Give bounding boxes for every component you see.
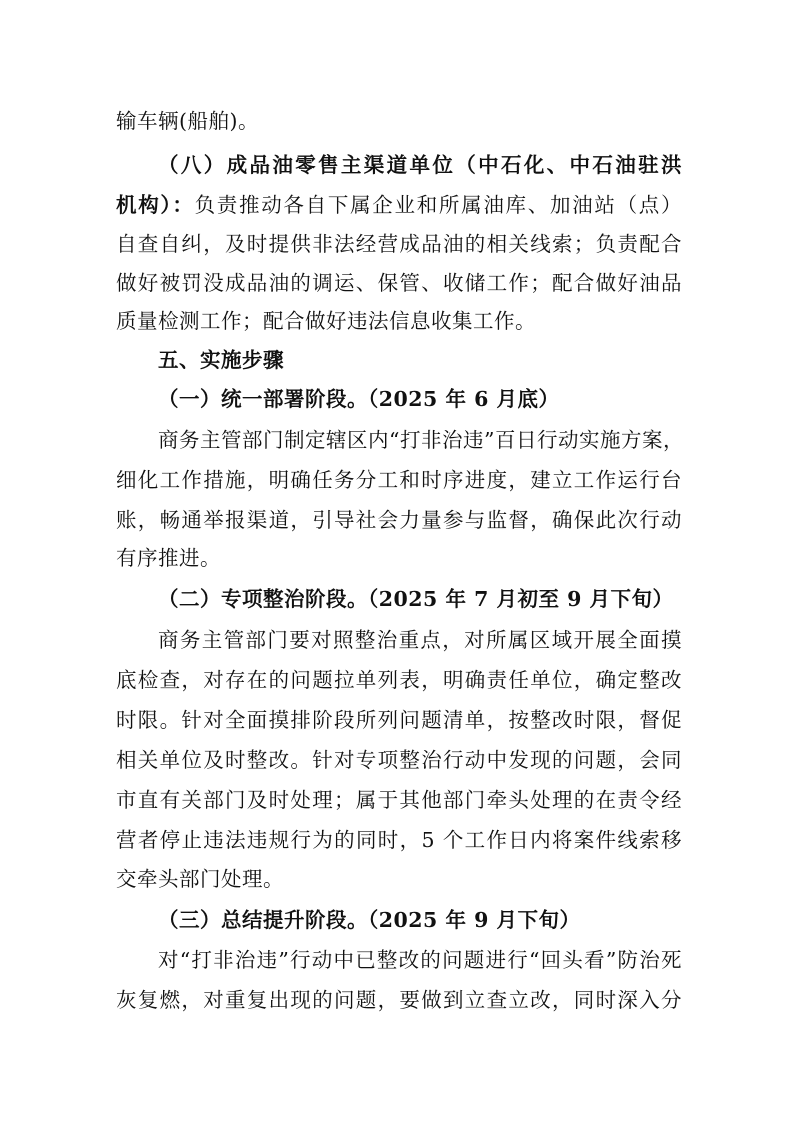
text-line: 商务主管部门要对照整治重点，对所属区域开展全面摸 — [158, 628, 682, 652]
text-line: 交牵头部门处理。 — [116, 867, 284, 891]
text-line: 对“打非治违”行动中已整改的问题进行“回头看”防治死 — [158, 948, 682, 972]
step-heading: （二）专项整治阶段。（2025 年 7 月初至 9 月下旬） — [158, 587, 674, 611]
text-line-rest: 负责推动各自下属企业和所属油库、加油站（点） — [194, 193, 683, 217]
text-line: 时限。针对全面摸排阶段所列问题清单，按整改时限，督促 — [116, 708, 682, 732]
text-line: 商务主管部门制定辖区内“打非治违”百日行动实施方案， — [158, 428, 684, 452]
text-line: 灰复燃，对重复出现的问题，要做到立查立改，同时深入分 — [116, 988, 682, 1012]
section-heading: 五、实施步骤 — [158, 348, 284, 372]
text-line: 做好被罚没成品油的调运、保管、收储工作；配合做好油品 — [116, 271, 682, 295]
text-line: 输车辆(船舶)。 — [116, 109, 259, 133]
step-heading: （三）总结提升阶段。（2025 年 9 月下旬） — [158, 908, 581, 932]
text-line: 相关单位及时整改。针对专项整治行动中发现的问题，会同 — [116, 748, 682, 772]
text-line: 底检查，对存在的问题拉单列表，明确责任单位，确定整改 — [116, 668, 682, 692]
text-line: 自查自纠，及时提供非法经营成品油的相关线索；负责配合 — [116, 232, 682, 256]
text-line: 市直有关部门及时处理；属于其他部门牵头处理的在责令经 — [116, 788, 682, 812]
text-line: 营者停止违法违规行为的同时，5 个工作日内将案件线索移 — [116, 828, 682, 852]
text-line: 细化工作措施，明确任务分工和时序进度，建立工作运行台 — [116, 468, 682, 492]
text-line: 有序推进。 — [116, 546, 221, 570]
subsection-8-heading: （八）成品油零售主渠道单位（中石化、中石油驻洪 — [158, 153, 682, 177]
step-heading: （一）统一部署阶段。（2025 年 6 月底） — [158, 387, 560, 411]
text-line: 质量检测工作；配合做好违法信息收集工作。 — [116, 309, 536, 333]
text-line — [116, 190, 682, 220]
text-line: 账，畅通举报渠道，引导社会力量参与监督，确保此次行动 — [116, 508, 682, 532]
subsection-8-heading-continuation: 机构）： — [116, 193, 195, 217]
